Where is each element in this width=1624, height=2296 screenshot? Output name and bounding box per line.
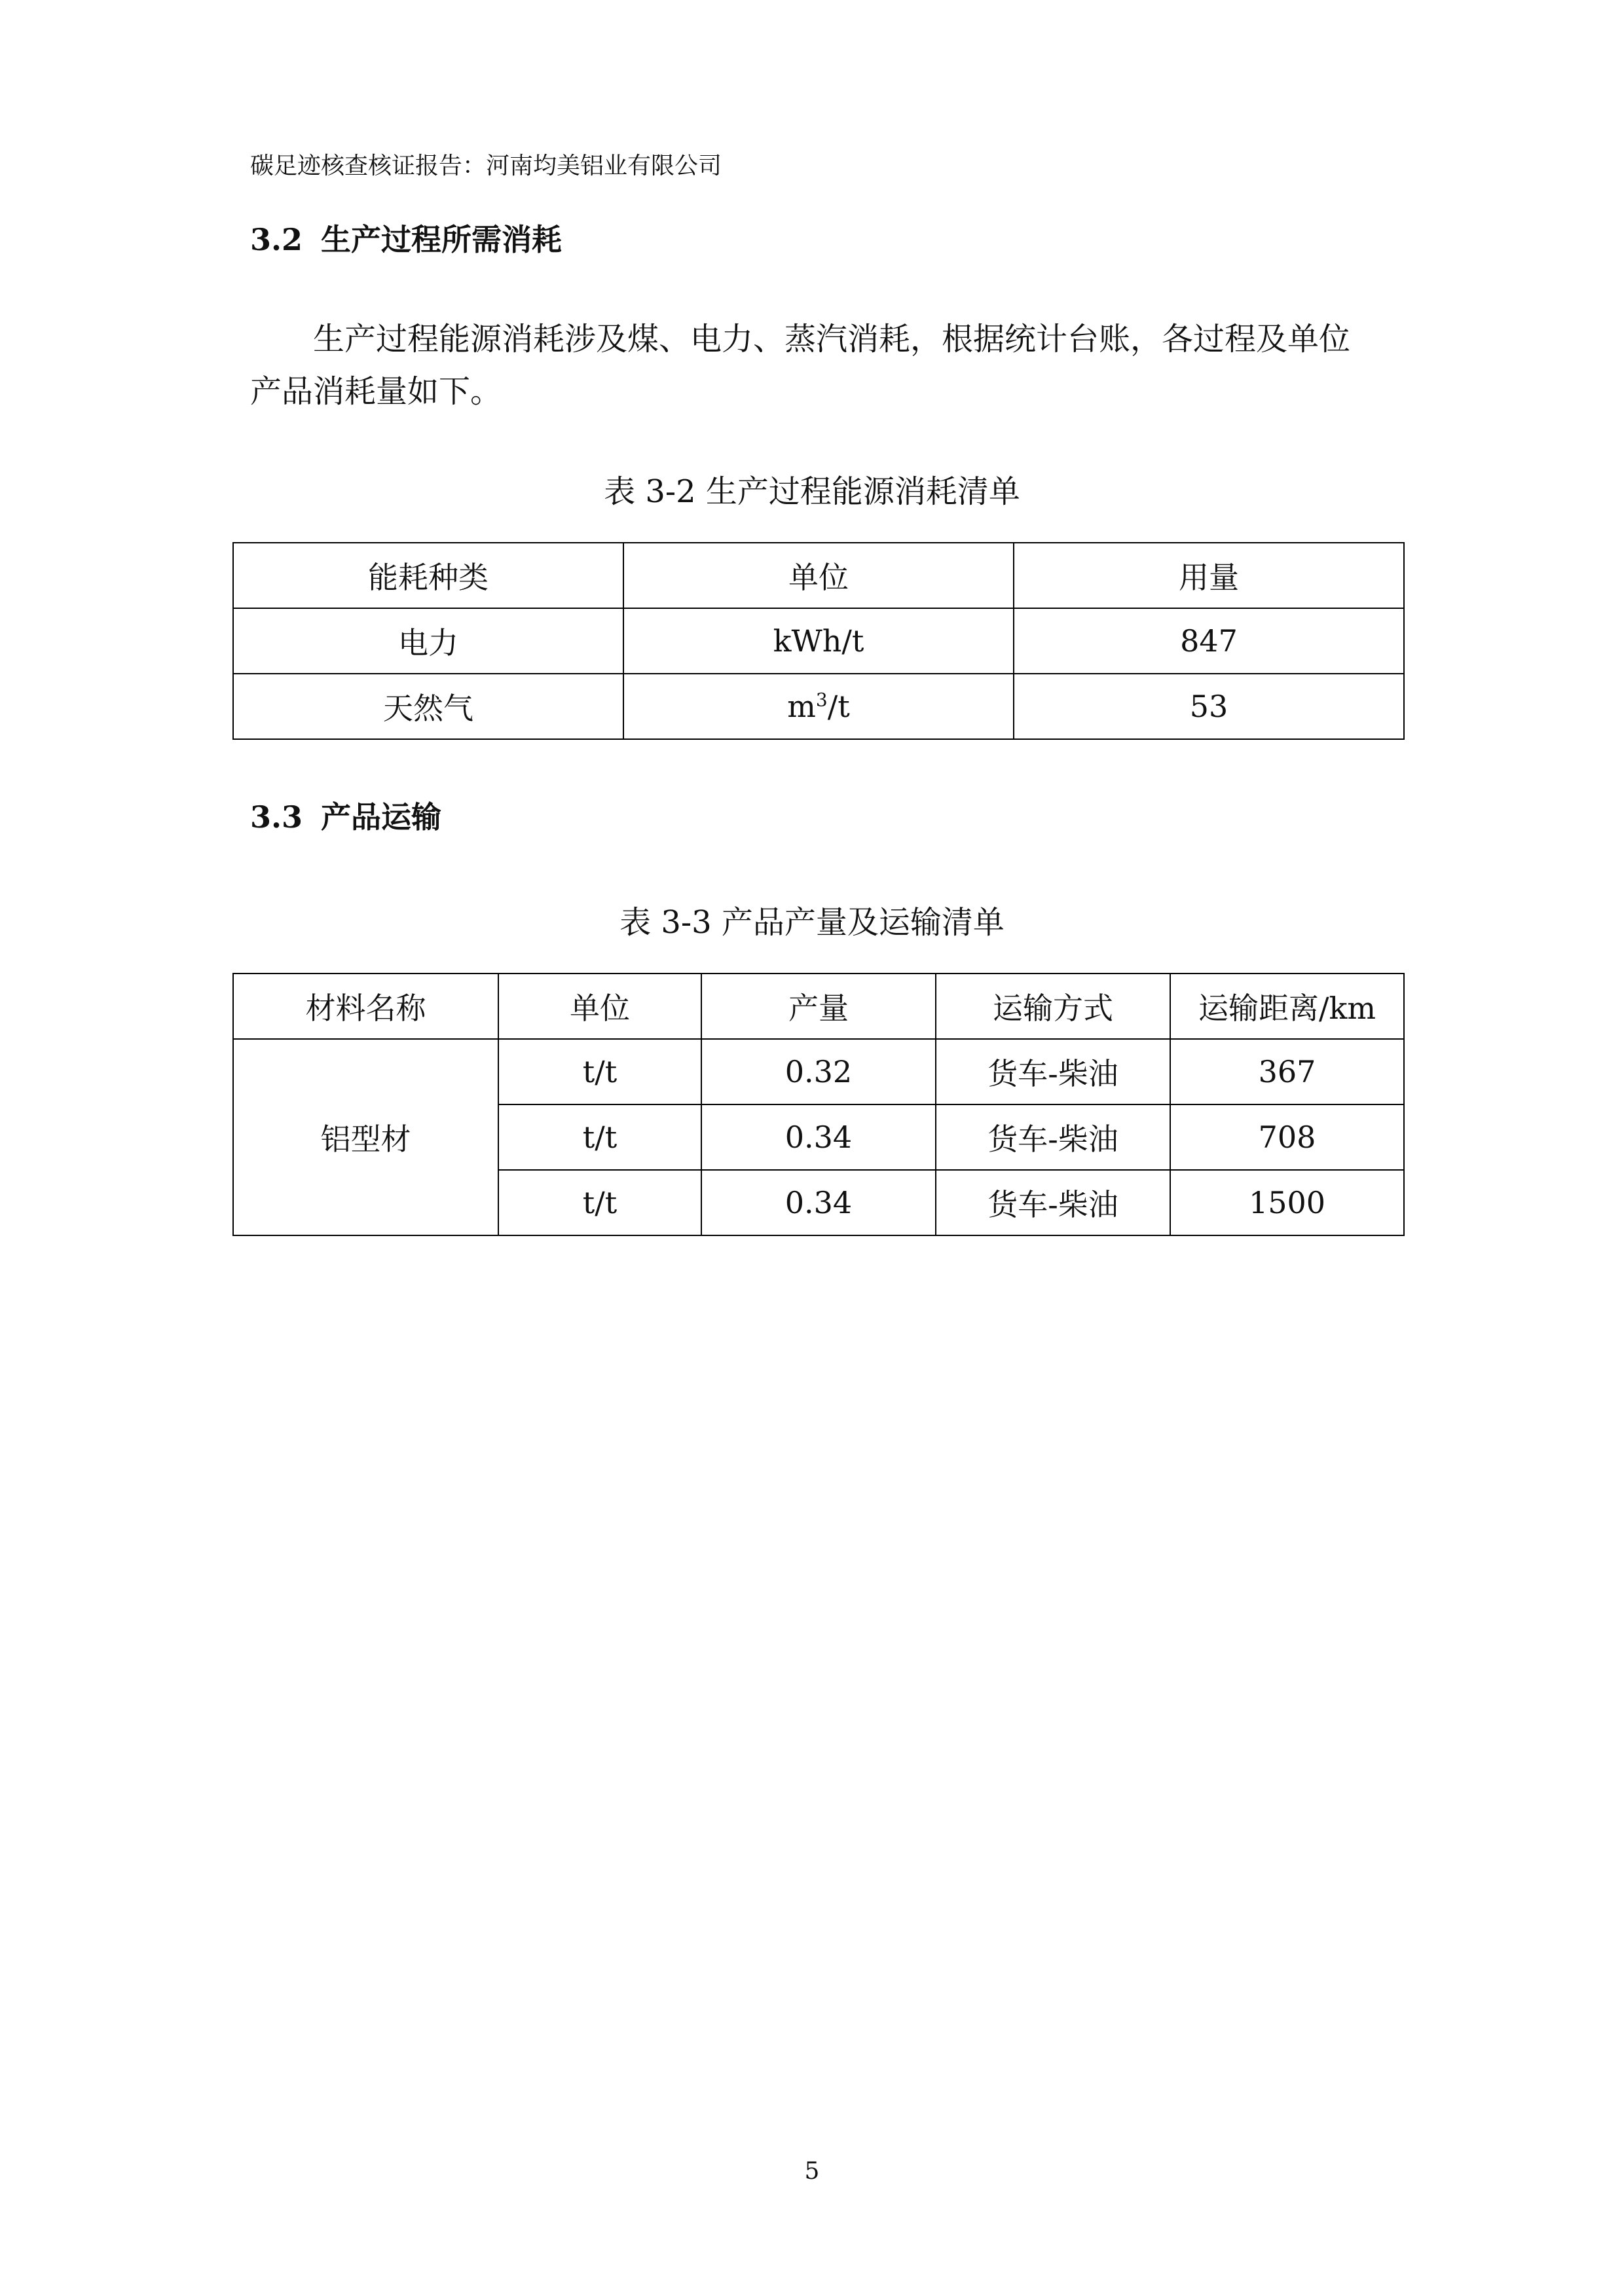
section-number: 3.2: [250, 222, 303, 257]
table-cell: t/t: [498, 1170, 701, 1235]
column-header: 运输方式: [936, 974, 1170, 1039]
table-row: [233, 608, 1404, 674]
unit-superscript: 3: [815, 689, 828, 711]
section-title: 产品运输: [321, 799, 442, 835]
column-header: 运输距离/km: [1170, 974, 1404, 1039]
table-cell: 电力: [233, 608, 623, 674]
energy-consumption-table: [232, 542, 1405, 740]
column-header: 能耗种类: [233, 543, 623, 608]
section-heading-3-3: [250, 793, 441, 837]
table-row: [233, 1039, 1404, 1104]
table-cell: 708: [1170, 1104, 1404, 1170]
column-header: 产量: [701, 974, 936, 1039]
transport-table: [232, 973, 1405, 1236]
table-caption: 表 3-2 生产过程能源消耗清单: [604, 473, 1020, 510]
column-header: 材料名称: [233, 974, 498, 1039]
page-number: 5: [804, 2158, 820, 2185]
table-cell: 1500: [1170, 1170, 1404, 1235]
section-title: 生产过程所需消耗: [321, 222, 563, 257]
table-row: [233, 674, 1404, 739]
paragraph-line: 生产过程能源消耗涉及煤、电力、蒸汽消耗，根据统计台账，各过程及单位: [313, 321, 1351, 357]
column-header: 单位: [498, 974, 701, 1039]
table-caption: 表 3-3 产品产量及运输清单: [619, 904, 1005, 941]
section-heading-3-2: [250, 216, 562, 259]
body-paragraph: [250, 313, 1403, 418]
table-cell: 货车-柴油: [936, 1039, 1170, 1104]
table-cell: 货车-柴油: [936, 1104, 1170, 1170]
table-cell: [623, 674, 1014, 739]
unit-rest: /t: [827, 689, 850, 724]
table-cell: 天然气: [233, 674, 623, 739]
table-cell: 847: [1014, 608, 1404, 674]
section-number: 3.3: [250, 799, 303, 835]
table-header-row: [233, 543, 1404, 608]
table-header-row: [233, 974, 1404, 1039]
unit-base: m: [787, 689, 816, 724]
table-cell: t/t: [498, 1104, 701, 1170]
table-cell: kWh/t: [623, 608, 1014, 674]
material-name-cell: 铝型材: [233, 1039, 498, 1235]
table-cell: 货车-柴油: [936, 1170, 1170, 1235]
table-cell: t/t: [498, 1039, 701, 1104]
table-cell: 53: [1014, 674, 1404, 739]
table-cell: 0.34: [701, 1104, 936, 1170]
table-cell: 0.32: [701, 1039, 936, 1104]
running-header: 碳足迹核查核证报告：河南均美铝业有限公司: [250, 153, 722, 179]
column-header: 用量: [1014, 543, 1404, 608]
column-header: 单位: [623, 543, 1014, 608]
paragraph-line: 产品消耗量如下。: [250, 373, 502, 410]
table-cell: 367: [1170, 1039, 1404, 1104]
table-cell: 0.34: [701, 1170, 936, 1235]
